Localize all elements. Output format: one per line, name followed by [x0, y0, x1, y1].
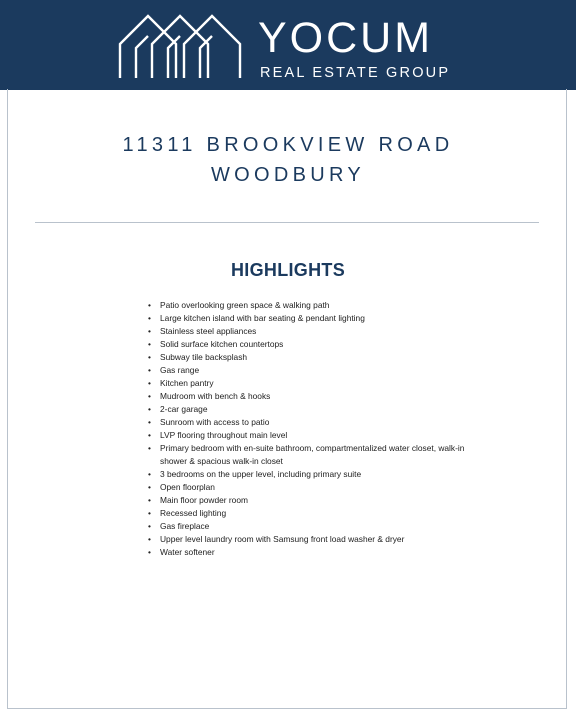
highlight-text: 3 bedrooms on the upper level, including primary suite	[160, 469, 362, 479]
highlight-item	[146, 442, 476, 468]
highlight-text: Sunroom with access to patio	[160, 417, 270, 427]
highlight-text: Solid surface kitchen countertops	[160, 339, 284, 349]
bullet-icon: •	[148, 300, 151, 310]
bullet-icon: •	[148, 391, 151, 401]
highlight-item	[146, 481, 476, 494]
highlight-item	[146, 325, 476, 338]
highlight-item	[146, 351, 476, 364]
highlight-text: Water softener	[160, 547, 215, 557]
highlight-item	[146, 390, 476, 403]
bullet-icon: •	[148, 378, 151, 388]
highlight-text: 2-car garage	[160, 404, 208, 414]
highlight-item	[146, 338, 476, 351]
highlight-text: Gas range	[160, 365, 200, 375]
highlight-text: Gas fireplace	[160, 521, 210, 531]
highlight-item	[146, 364, 476, 377]
bullet-icon: •	[148, 534, 151, 544]
bullet-icon: •	[148, 313, 151, 323]
highlight-item	[146, 520, 476, 533]
highlights-heading: HIGHLIGHTS	[231, 260, 345, 280]
highlight-item	[146, 494, 476, 507]
divider	[35, 222, 539, 223]
highlight-item	[146, 429, 476, 442]
highlight-text: Upper level laundry room with Samsung front load washer & dryer	[160, 534, 405, 544]
highlight-text: Patio overlooking green space & walking path	[160, 300, 330, 310]
brand-name: YOCUM	[258, 14, 434, 62]
bullet-icon: •	[148, 482, 151, 492]
highlight-item	[146, 416, 476, 429]
highlight-item	[146, 533, 476, 546]
address-street: 11311 BROOKVIEW ROAD	[122, 134, 454, 156]
bullet-icon: •	[148, 521, 151, 531]
highlight-item	[146, 299, 476, 312]
highlight-text: Subway tile backsplash	[160, 352, 248, 362]
brand-header	[0, 0, 576, 90]
highlights-list	[146, 299, 476, 559]
highlight-text: Primary bedroom with en-suite bathroom, compartmentalized water closet, walk-in shower & spacious walk-in closet	[160, 443, 465, 466]
address-city: WOODBURY	[210, 164, 366, 186]
highlight-text: Mudroom with bench & hooks	[160, 391, 271, 401]
highlight-item	[146, 377, 476, 390]
highlight-item	[146, 507, 476, 520]
highlight-item	[146, 546, 476, 559]
bullet-icon: •	[148, 547, 151, 557]
houses-outline-icon	[118, 12, 246, 80]
bullet-icon: •	[148, 365, 151, 375]
highlight-text: Kitchen pantry	[160, 378, 214, 388]
highlight-item	[146, 468, 476, 481]
highlight-item	[146, 312, 476, 325]
highlight-text: Stainless steel appliances	[160, 326, 257, 336]
bullet-icon: •	[148, 469, 151, 479]
highlight-text: Open floorplan	[160, 482, 215, 492]
bullet-icon: •	[148, 508, 151, 518]
bullet-icon: •	[148, 326, 151, 336]
bullet-icon: •	[148, 339, 151, 349]
bullet-icon: •	[148, 443, 151, 453]
highlight-text: Large kitchen island with bar seating & pendant lighting	[160, 313, 365, 323]
bullet-icon: •	[148, 495, 151, 505]
bullet-icon: •	[148, 417, 151, 427]
highlight-text: LVP flooring throughout main level	[160, 430, 288, 440]
brand-tagline: REAL ESTATE GROUP	[260, 65, 451, 81]
highlight-text: Recessed lighting	[160, 508, 227, 518]
highlight-text: Main floor powder room	[160, 495, 248, 505]
bullet-icon: •	[148, 352, 151, 362]
highlight-item	[146, 403, 476, 416]
bullet-icon: •	[148, 430, 151, 440]
bullet-icon: •	[148, 404, 151, 414]
